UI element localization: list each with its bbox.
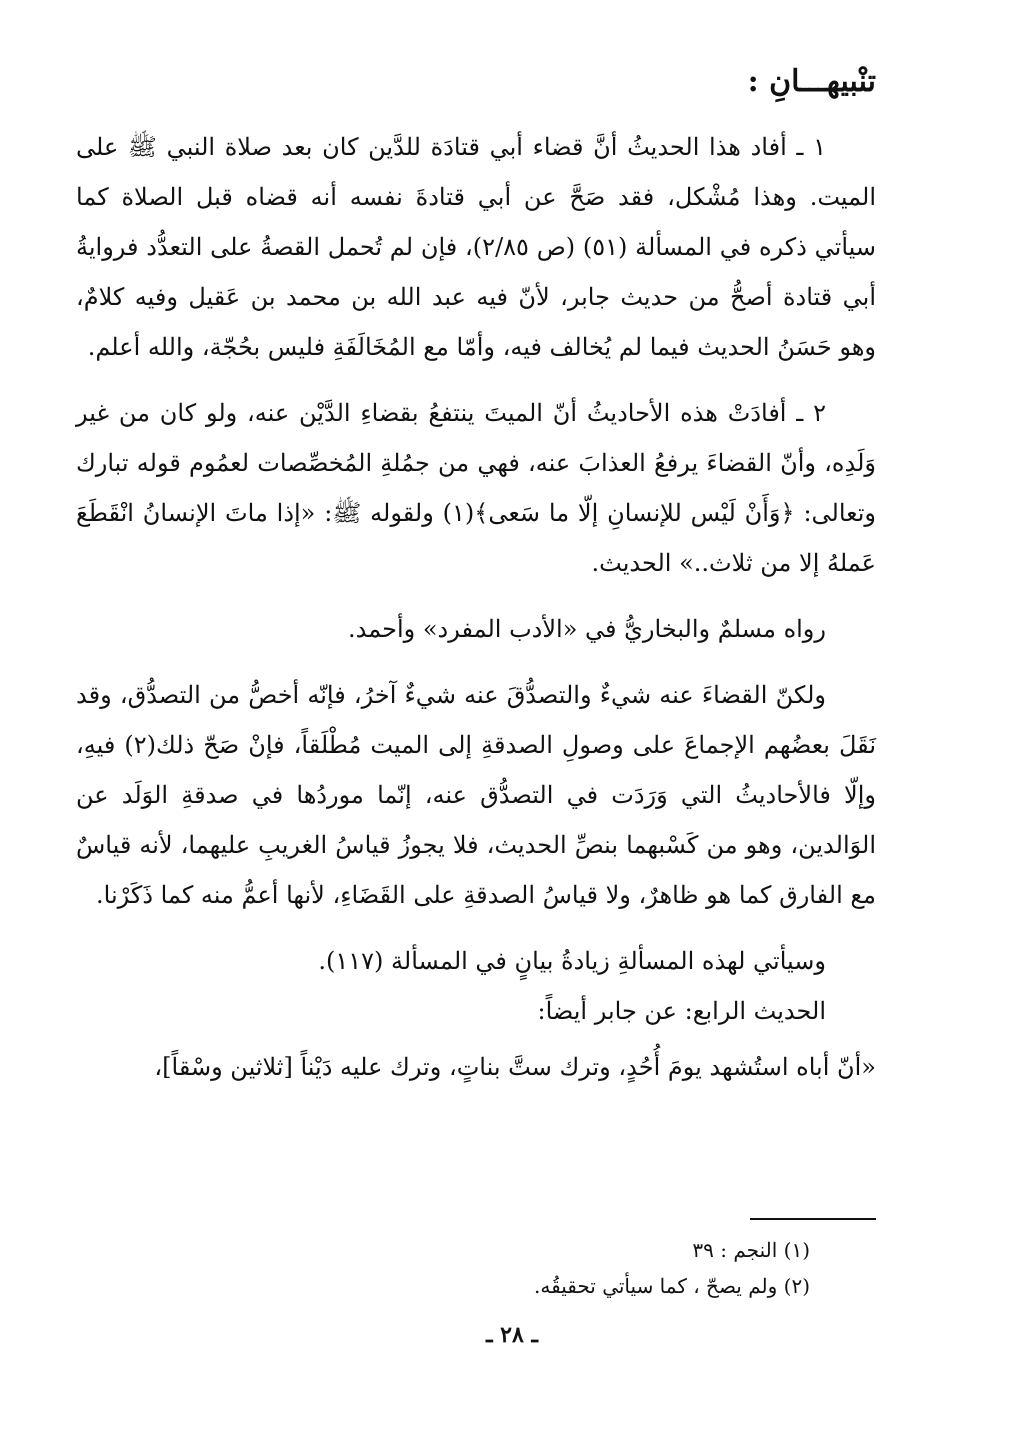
hadith-quote: «أنّ أباه استُشهد يومَ أُحُدٍ، وترك ستَّ بناتٍ، وترك عليه دَيْناً [ثلاثين وسْقاً]، [154, 1053, 876, 1081]
paragraph-fourth-hadith: الحديث الرابع: عن جابر أيضاً: [537, 997, 826, 1025]
page-number: ـ ٢٨ ـ [486, 1322, 538, 1348]
footnote-1: (١) النجم : ٣٩ [692, 1238, 810, 1262]
page-body [76, 60, 876, 1092]
paragraph-note-2: ٢ ـ أفادَتْ هذه الأحاديثُ أنّ الميتَ ينتفعُ بقضاءِ الدَّيْن عنه، ولو كان من غير وَلَدِه، وأنّ القضاءَ يرفعُ العذابَ عنه، فهي من جمُلةِ المُخصِّصات لعمُوم قوله تبارك وتعالى: ﴿وَأَنْ لَيْس للإنسانِ إلّا ما سَعى﴾(١) ولقوله ﷺ: «إذا ماتَ الإنسانُ انْقَطَعَ عَملهُ إلا من ثلاث..» الحديث. [76, 399, 877, 577]
footnote-2: (٢) ولم يصحّ ، كما سيأتي تحقيقُه. [534, 1274, 810, 1298]
footnote-divider [750, 1218, 876, 1220]
paragraph-note-1: ١ ـ أفاد هذا الحديثُ أنَّ قضاء أبي قتادَة للدَّين كان بعد صلاة النبي ﷺ على الميت. وهذا مُشْكل، فقد صَحَّ عن أبي قتادةَ نفسه أنه قضاه قبل الصلاة كما سيأتي ذكره في المسألة (٥١) (ص ٢/٨٥)، فإن لم تُحمل القصةُ على التعدُّد فروايةُ أبي قتادة أصحُّ من حديث جابر، لأنّ فيه عبد الله بن محمد بن عَقيل وفيه كلامٌ، وهو حَسَنُ الحديث فيما لم يُخالف فيه، وأمّا مع المُخَالَفَةِ فليس بحُجّة، والله أعلم. [76, 133, 877, 361]
paragraph-narration: رواه مسلمٌ والبخاريُّ في «الأدب المفرد» وأحمد. [348, 615, 826, 643]
footnotes [150, 1232, 810, 1304]
section-heading: تنْبيهـــانِ : [747, 64, 876, 99]
paragraph-cross-reference: وسيأتي لهذه المسألةِ زيادةُ بيانٍ في المسألة (١١٧). [318, 947, 826, 975]
paragraph-charity: ولكنّ القضاءَ عنه شيءٌ والتصدُّقَ عنه شيءٌ آخرُ، فإنّه أخصُّ من التصدُّق، وقد نَقَلَ بعضُهم الإجماعَ على وصولِ الصدقةِ إلى الميت مُطْلَقاً، فإنْ صَحّ ذلك(٢) فيهِ، وإلّا فالأحاديثُ التي وَرَدَت في التصدُّق عنه، إنّما موردُها في صدقةِ الوَلَد عن الوَالدين، وهو من كَسْبهما بنصِّ الحديث، فلا يجوزُ قياسُ الغريبِ عليهما، لأنه قياسٌ مع الفارق كما هو ظاهرٌ، ولا قياسُ الصدقةِ على القَضَاءِ، لأنها أعمُّ منه كما ذَكَرْنا. [76, 681, 876, 909]
